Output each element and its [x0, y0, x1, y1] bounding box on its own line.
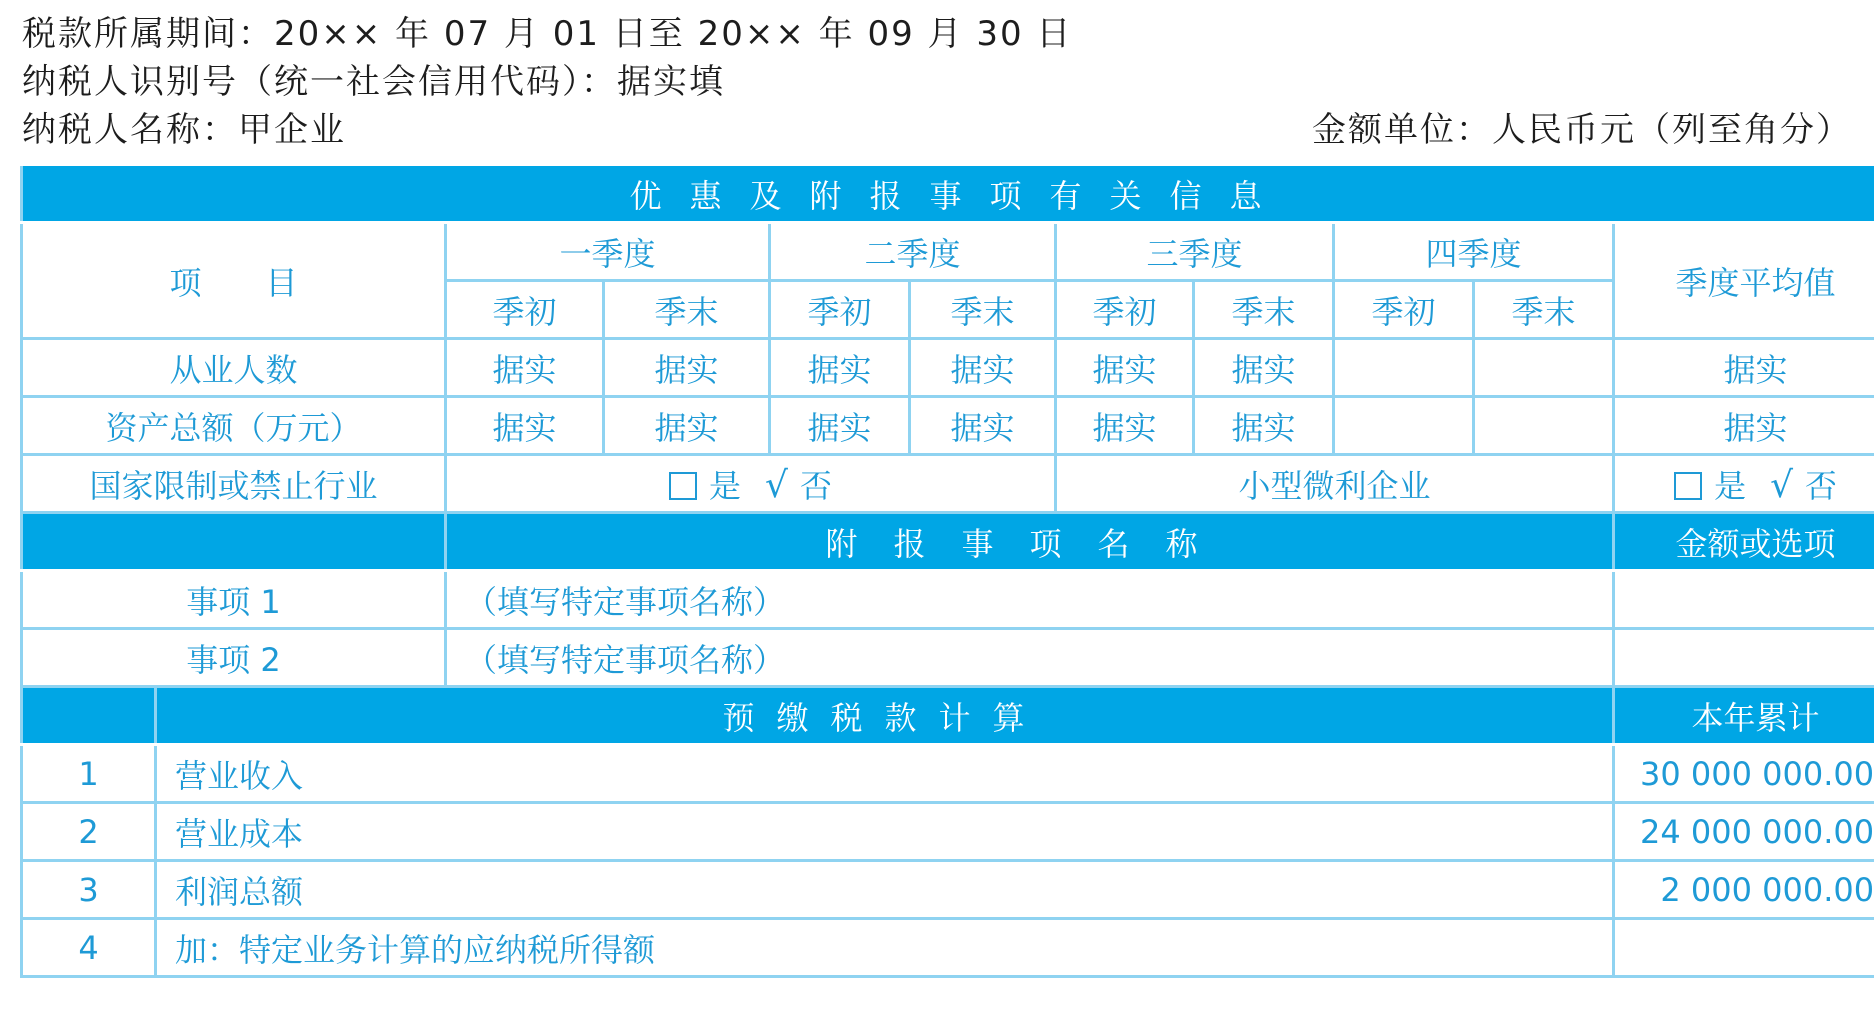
calc-row [22, 919, 1874, 977]
employees-q1-end[interactable]: 据实 [604, 339, 770, 397]
employees-q3-end[interactable]: 据实 [1194, 339, 1334, 397]
calc-total-header: 本年累计 [1614, 687, 1874, 745]
small-micro-no-label: 否 [1805, 466, 1838, 505]
tax-period-label: 税款所属期间： [22, 14, 274, 54]
calc-row-3-value[interactable]: 2 000 000.00 [1614, 861, 1874, 919]
restricted-yes-checkbox[interactable] [669, 472, 697, 500]
employees-q2-start[interactable]: 据实 [770, 339, 910, 397]
attach-item-2-value[interactable] [1614, 629, 1874, 687]
taxpayer-name-value: 甲企业 [238, 110, 346, 150]
attach-item-2-name[interactable]: （填写特定事项名称） [446, 629, 1614, 687]
attach-item-1-value[interactable] [1614, 571, 1874, 629]
info-section-title: 优惠及附报事项有关信息 [22, 165, 1874, 223]
calc-row-4-value[interactable] [1614, 919, 1874, 977]
quarter-3-header: 三季度 [1056, 223, 1334, 281]
small-micro-no-checkmark[interactable]: √ [1770, 464, 1794, 506]
restricted-yes-label: 是 [709, 466, 742, 505]
attach-item-1-name[interactable]: （填写特定事项名称） [446, 571, 1614, 629]
assets-q1-end[interactable]: 据实 [604, 397, 770, 455]
q3-end-header: 季末 [1194, 281, 1334, 339]
attach-item-row [22, 629, 1874, 687]
calc-row-2-no: 2 [22, 803, 156, 861]
taxpayer-id-label: 纳税人识别号（统一社会信用代码）： [22, 62, 617, 102]
q1-start-header: 季初 [446, 281, 604, 339]
q1-end-header: 季末 [604, 281, 770, 339]
calc-section-band [22, 687, 1874, 745]
calc-row-2-value[interactable]: 24 000 000.00 [1614, 803, 1874, 861]
employees-q4-start[interactable] [1334, 339, 1474, 397]
calc-row [22, 803, 1874, 861]
restricted-industry-row [22, 455, 1874, 513]
q3-start-header: 季初 [1056, 281, 1194, 339]
calc-row-3-no: 3 [22, 861, 156, 919]
taxpayer-id-line [22, 58, 1852, 106]
assets-q1-start[interactable]: 据实 [446, 397, 604, 455]
assets-q3-start[interactable]: 据实 [1056, 397, 1194, 455]
assets-q3-end[interactable]: 据实 [1194, 397, 1334, 455]
assets-q4-end[interactable] [1474, 397, 1614, 455]
employees-q1-start[interactable]: 据实 [446, 339, 604, 397]
quarter-1-header: 一季度 [446, 223, 770, 281]
tax-period-line [22, 10, 1852, 58]
calc-row-4-label: 加：特定业务计算的应纳税所得额 [156, 919, 1614, 977]
restricted-no-checkmark[interactable]: √ [765, 464, 788, 506]
attach-section-title: 附报事项名称 [446, 513, 1614, 571]
restricted-industry-options [446, 455, 1056, 513]
employees-q4-end[interactable] [1474, 339, 1614, 397]
calc-row-1-value[interactable]: 30 000 000.00 [1614, 745, 1874, 803]
attach-section-band [22, 513, 1874, 571]
attach-item-row [22, 571, 1874, 629]
taxpayer-id-value: 据实填 [617, 62, 725, 102]
q2-start-header: 季初 [770, 281, 910, 339]
employees-label: 从业人数 [22, 339, 446, 397]
quarter-2-header: 二季度 [770, 223, 1056, 281]
q2-end-header: 季末 [910, 281, 1056, 339]
q4-end-header: 季末 [1474, 281, 1614, 339]
restricted-no-label: 否 [799, 466, 832, 505]
restricted-industry-label: 国家限制或禁止行业 [22, 455, 446, 513]
attach-amount-header: 金额或选项 [1614, 513, 1874, 571]
assets-q2-end[interactable]: 据实 [910, 397, 1056, 455]
assets-q4-start[interactable] [1334, 397, 1474, 455]
tax-form-table [20, 163, 1874, 978]
small-micro-enterprise-label: 小型微利企业 [1056, 455, 1614, 513]
assets-q2-start[interactable]: 据实 [770, 397, 910, 455]
calc-row-4-no: 4 [22, 919, 156, 977]
employees-q3-start[interactable]: 据实 [1056, 339, 1194, 397]
quarter-header-row [22, 223, 1874, 281]
tax-period-value: 20×× 年 07 月 01 日至 20×× 年 09 月 30 日 [274, 14, 1073, 54]
taxpayer-name-line [22, 106, 1852, 154]
employees-row [22, 339, 1874, 397]
employees-q2-end[interactable]: 据实 [910, 339, 1056, 397]
calc-row [22, 861, 1874, 919]
assets-average[interactable]: 据实 [1614, 397, 1874, 455]
calc-row-1-no: 1 [22, 745, 156, 803]
calc-band-blank [22, 687, 156, 745]
amount-unit: 金额单位：人民币元（列至角分） [1312, 110, 1852, 150]
small-micro-yes-label: 是 [1714, 466, 1747, 505]
small-micro-options [1614, 455, 1874, 513]
item-header: 项 目 [22, 223, 446, 339]
taxpayer-name-label: 纳税人名称： [22, 110, 238, 150]
attach-band-blank [22, 513, 446, 571]
employees-average[interactable]: 据实 [1614, 339, 1874, 397]
calc-row [22, 745, 1874, 803]
calc-section-title: 预缴税款计算 [156, 687, 1614, 745]
calc-row-3-label: 利润总额 [156, 861, 1614, 919]
small-micro-yes-checkbox[interactable] [1674, 472, 1702, 500]
attach-item-2-label: 事项 2 [22, 629, 446, 687]
quarter-average-header: 季度平均值 [1614, 223, 1874, 339]
info-section-band [22, 165, 1874, 223]
calc-row-2-label: 营业成本 [156, 803, 1614, 861]
total-assets-label: 资产总额（万元） [22, 397, 446, 455]
quarter-4-header: 四季度 [1334, 223, 1614, 281]
calc-row-1-label: 营业收入 [156, 745, 1614, 803]
q4-start-header: 季初 [1334, 281, 1474, 339]
attach-item-1-label: 事项 1 [22, 571, 446, 629]
total-assets-row [22, 397, 1874, 455]
